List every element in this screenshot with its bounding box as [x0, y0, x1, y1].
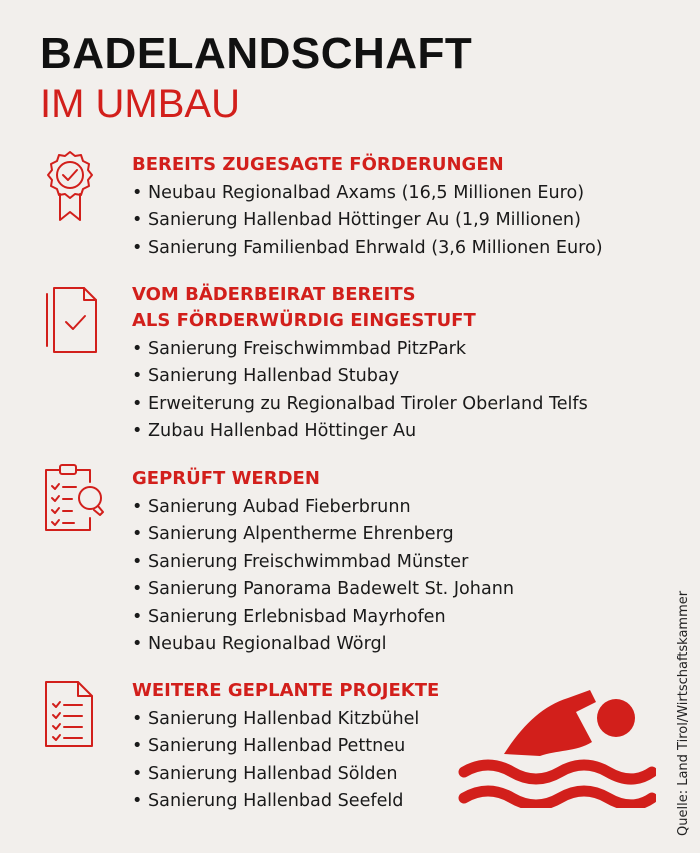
list-item: • Sanierung Aubad Fieberbrunn	[132, 494, 652, 521]
list-item: • Sanierung Hallenbad Höttinger Au (1,9 Millionen)	[132, 207, 652, 234]
section-heading-line: BEREITS ZUGESAGTE FÖRDERUNGEN	[132, 154, 504, 175]
section-heading	[132, 152, 652, 178]
list-item: • Sanierung Familienbad Ehrwald (3,6 Millionen Euro)	[132, 235, 652, 262]
section-heading-line: ALS FÖRDERWÜRDIG EINGESTUFT	[132, 310, 476, 331]
list-item: • Neubau Regionalbad Wörgl	[132, 631, 652, 658]
list-item: • Sanierung Hallenbad Sölden	[132, 761, 652, 788]
section-geprueft-werden	[132, 466, 652, 658]
list-item: • Sanierung Freischwimmbad Münster	[132, 549, 652, 576]
section-bereits-zugesagte-foerderungen	[132, 152, 652, 262]
document-check-icon	[42, 286, 102, 356]
list-item: • Sanierung Freischwimmbad PitzPark	[132, 336, 652, 363]
list-item: • Sanierung Erlebnisbad Mayrhofen	[132, 604, 652, 631]
section-heading-line: VOM BÄDERBEIRAT BEREITS	[132, 284, 416, 305]
section-heading-line: WEITERE GEPLANTE PROJEKTE	[132, 680, 440, 701]
page-title-line1: BADELANDSCHAFT	[40, 29, 473, 78]
list-item: • Sanierung Hallenbad Kitzbühel	[132, 706, 652, 733]
section-heading	[132, 282, 652, 334]
list-item: • Sanierung Hallenbad Stubay	[132, 363, 652, 390]
project-list	[132, 494, 652, 658]
list-item: • Erweiterung zu Regionalbad Tiroler Oberland Telfs	[132, 391, 652, 418]
project-list	[132, 180, 652, 262]
section-heading-line: GEPRÜFT WERDEN	[132, 468, 320, 489]
swimmer-icon	[456, 676, 656, 812]
list-item: • Neubau Regionalbad Axams (16,5 Millionen Euro)	[132, 180, 652, 207]
award-rosette-check-icon	[42, 150, 98, 226]
clipboard-magnifier-icon	[42, 462, 106, 534]
project-list	[132, 336, 652, 446]
source-credit: Quelle: Land Tirol/Wirtschaftskammer	[676, 590, 691, 836]
list-item: • Sanierung Hallenbad Seefeld	[132, 788, 652, 815]
list-item: • Sanierung Alpentherme Ehrenberg	[132, 521, 652, 548]
list-item: • Zubau Hallenbad Höttinger Au	[132, 418, 652, 445]
list-item: • Sanierung Hallenbad Pettneu	[132, 733, 652, 760]
section-heading	[132, 466, 652, 492]
section-als-foerderwuerdig-eingestuft	[132, 282, 652, 446]
page-title-line2: IM UMBAU	[40, 82, 240, 126]
list-item: • Sanierung Panorama Badewelt St. Johann	[132, 576, 652, 603]
checklist-document-icon	[42, 680, 98, 750]
